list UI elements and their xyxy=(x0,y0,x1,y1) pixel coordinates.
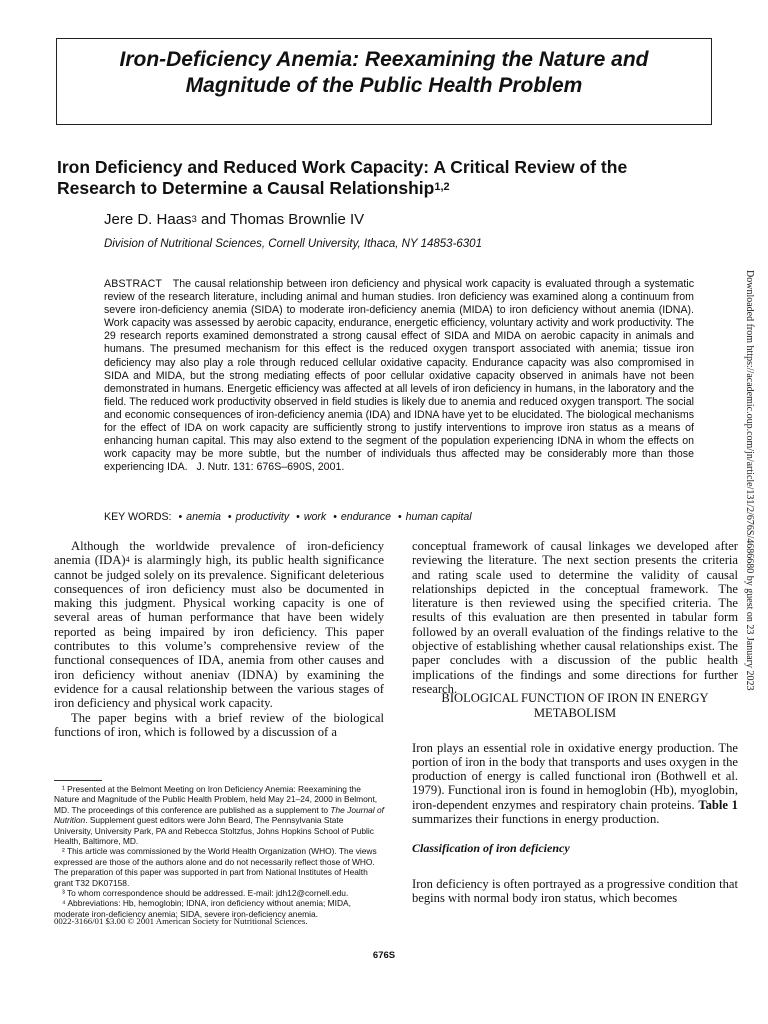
abstract-text: The causal relationship between iron deficiency and physical work capacity is evaluated through a systematic review of the research literature, including animal and human studies. Iron deficiency was examined along a continuum from severe iron-deficiency anemia (SIDA) to moderate iron-deficiency anemia (MIDA) to iron deficiency without anemia (IDNA). Work capacity was assessed by aerobic capacity, endurance, energetic efficiency, voluntary activity and work productivity. The 29 research reports examined demonstrated a strong causal effect of SIDA and MIDA on aerobic capacity in animals and humans. The presumed mechanism for this effect is the reduced oxygen transport associated with anemia; tissue iron deficiency may also play a role through reduced cellular oxidative capacity. Endurance capacity was also compromised in SIDA and MIDA, but the strong mediating effects of poor cellular oxidative capacity observed in animals have not been demonstrated in humans. Energetic efficiency was affected at all levels of iron deficiency in humans, in the laboratory and the field. The reduced work productivity observed in field studies is likely due to anemia and reduced oxygen transport. The social and economic consequences of iron-deficiency anemia (IDA) and IDNA have yet to be elucidated. The biological mechanisms for the effect of IDA on work capacity are sufficiently strong to justify interventions to improve iron status as a means of enhancing human capital. This may also extend to the segment of the population experiencing IDNA in whom the effects on work capacity may be more subtle, but the number of individuals thus affected may be considerably more than those experiencing IDA. xyxy=(104,278,695,474)
keyword: productivity xyxy=(235,511,290,523)
abstract-label: ABSTRACT xyxy=(104,278,163,290)
body-text: summarizes their functions in energy production. xyxy=(412,812,660,827)
body-paragraph xyxy=(54,539,384,711)
series-title-line-2: Magnitude of the Public Health Problem xyxy=(185,74,583,97)
footnote-4: ⁴ Abbreviations: Hb, hemoglobin; IDNA, iron deficiency without anemia; MIDA, moderate iron-deficiency anemia; SIDA, severe iron-deficiency anemia. xyxy=(54,898,351,919)
body-text: Iron plays an essential role in oxidative energy production. The portion of iron in the body that transports and uses oxygen in the production of energy is called functional iron (Bothwell et al. 1979). Functional iron is found in hemoglobin (Hb), myoglobin, iron-dependent enzymes and respiratory chain proteins. xyxy=(412,740,738,812)
article-title-text: Iron Deficiency and Reduced Work Capacity: A Critical Review of the Research to Determine a Causal Relationship xyxy=(57,157,628,198)
footnotes xyxy=(54,784,384,919)
section-heading xyxy=(412,691,738,720)
body-left-column xyxy=(54,539,384,739)
footnote-2: ² This article was commissioned by the World Health Organization (WHO). The views expressed are those of the authors alone and do not necessarily reflect those of WHO. The preparation of this paper was supported in part from National Institutes of Health grant T32 DK07158. xyxy=(54,846,377,888)
footnote-rule xyxy=(54,780,102,781)
author-footnote-mark: 3 xyxy=(191,214,197,225)
footnote-3: ³ To whom correspondence should be addressed. E-mail: jdh12@cornell.edu. xyxy=(62,888,349,899)
subsection-heading: Classification of iron deficiency xyxy=(412,841,570,855)
body-paragraph: Iron deficiency is often portrayed as a progressive condition that begins with normal body iron status, which becomes xyxy=(412,876,738,905)
page-number: 676S xyxy=(372,950,396,961)
series-title-line-1: Iron-Deficiency Anemia: Reexamining the Nature and xyxy=(119,48,649,71)
keyword-bullet: • xyxy=(296,511,300,523)
keyword-bullet: • xyxy=(397,511,402,523)
keyword-bullet: • xyxy=(178,511,183,523)
author-name: Jere D. Haas xyxy=(104,211,192,228)
section-heading-line: METABOLISM xyxy=(533,705,617,720)
footnote-text: ¹ Presented at the Belmont Meeting on Iron Deficiency Anemia: Reexamining the Nature and Magnitude of the Public Health Problem, held May 21–24, 2000 in Belmont, MD. The proceedings of this conference are published as a supplement to xyxy=(54,784,378,815)
body-right-column-subsection xyxy=(412,864,738,918)
footnote-1 xyxy=(54,784,384,846)
footnote-text: . Supplement guest editors were John Beard, The Pennsylvania State University, University Park, PA and Rebecca Stoltzfus, Johns Hopkins School of Public Health, Baltimore, MD. xyxy=(54,815,374,847)
keyword: human capital xyxy=(405,511,472,523)
body-paragraph: conceptual framework of causal linkages we developed after reviewing the literature. The next section presents the criteria and rating scale used to determine the validity of causal relationships depicted in the conceptual framework. The literature is then reviewed using the specified criteria. The results of this evaluation are then presented in tabular form followed by an overall evaluation of the findings relative to the objective of establishing whether causal relationships exist. The paper concludes with a discussion of the public health implications of the findings and some directions for further research. xyxy=(412,539,738,696)
abstract-citation: J. Nutr. 131: 676S–690S, 2001. xyxy=(196,461,345,474)
author-joiner: and xyxy=(196,211,230,228)
section-heading-line: BIOLOGICAL FUNCTION OF IRON IN ENERGY xyxy=(441,691,709,705)
footnote-mark: 4 xyxy=(125,555,130,565)
body-text: is alarmingly high, its public health significance cannot be judged solely on its prevalence. Significant deleterious consequences of iron deficiency must also be documented in making this judgment. Physical working capacity is one of several areas of human performance that have been widely reported as being impaired by iron deficiency. This paper contributes to this volume’s comprehensive review of the functional consequences of IDA, anemia from other causes and iron deficiency without aneniav (IDNA) by examining the evidence for a causal relationship between the various stages of iron deficiency and physical work capacity. xyxy=(54,553,384,711)
affiliation: Division of Nutritional Sciences, Cornell University, Ithaca, NY 14853-6301 xyxy=(104,238,482,250)
article-title-footnote-marks: 1,2 xyxy=(434,181,450,193)
download-watermark: Downloaded from https://academic.oup.com/jn/article/131/2/676S/4686680 by guest on 23 January 2023 xyxy=(744,270,755,691)
body-right-column xyxy=(412,539,738,696)
series-title xyxy=(56,47,712,99)
keyword-bullet: • xyxy=(333,511,337,523)
abstract xyxy=(104,278,694,474)
body-paragraph: The paper begins with a brief review of the biological functions of iron, which is followed by a discussion of a xyxy=(54,710,384,739)
table-reference: Table 1 xyxy=(698,797,738,812)
keywords-label: KEY WORDS: xyxy=(104,511,172,523)
keyword: anemia xyxy=(186,511,221,523)
copyright-line: 0022-3166/01 $3.00 © 2001 American Society for Nutritional Sciences. xyxy=(54,916,308,926)
body-right-column-section xyxy=(412,728,738,839)
body-paragraph xyxy=(412,741,738,827)
author-line xyxy=(104,211,364,229)
keyword-bullet: • xyxy=(227,511,232,523)
keyword: work xyxy=(303,511,327,523)
body-text: Although the worldwide prevalence of iron-deficiency anemia (IDA) xyxy=(54,539,384,568)
keyword: endurance xyxy=(340,511,391,523)
article-title xyxy=(57,157,707,199)
keywords xyxy=(104,511,704,524)
journal-name: The Journal of Nutrition xyxy=(54,804,384,826)
author-name: Thomas Brownlie IV xyxy=(229,211,365,228)
